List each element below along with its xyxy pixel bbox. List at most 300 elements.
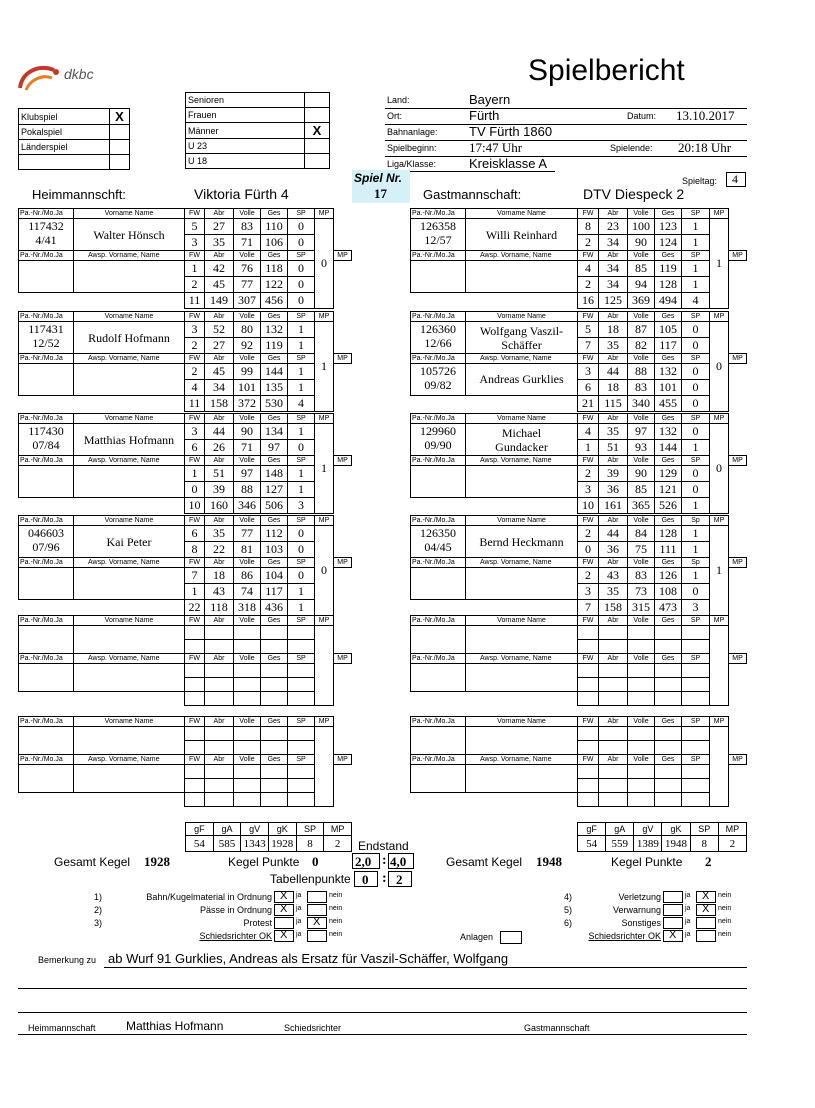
col-pa: Pa.-Nr./Mo.Ja <box>411 516 466 526</box>
col-abr: Abr <box>599 717 628 727</box>
score-ges: 127 <box>261 482 288 498</box>
score-volle: 100 <box>628 219 655 235</box>
total-fw: 22 <box>185 600 205 616</box>
score-volle: 92 <box>234 338 261 354</box>
col-mp: MP <box>334 558 352 568</box>
home-total-value: 54 <box>186 836 214 852</box>
col-fw: FW <box>185 755 205 765</box>
home-player-block <box>18 716 352 807</box>
total-ges: 494 <box>655 293 682 309</box>
score-sp: 1 <box>288 424 315 440</box>
col-name: Awsp. Vorname, Name <box>74 755 185 765</box>
col-pa: Pa.-Nr./Mo.Ja <box>411 251 466 261</box>
col-volle: Volle <box>234 312 261 322</box>
total-label: gF <box>186 823 214 836</box>
total-abr: 125 <box>599 293 628 309</box>
ja-label: ja <box>685 892 691 899</box>
col-ges: Ges <box>261 755 288 765</box>
score-abr: 26 <box>205 440 234 456</box>
col-name: Vorname Name <box>466 209 578 219</box>
score-volle: 93 <box>628 440 655 456</box>
col-ges: Ges <box>655 209 682 219</box>
player-pa: 117431 <box>28 322 64 336</box>
check-nein-mark: X <box>313 916 321 928</box>
score-volle: 97 <box>628 424 655 440</box>
col-sp: SP <box>682 616 710 626</box>
total-label: gK <box>268 823 296 836</box>
check-nein-box[interactable] <box>307 930 327 942</box>
score-ges: 123 <box>655 219 682 235</box>
score-abr: 43 <box>205 584 234 600</box>
col-abr: Abr <box>599 654 628 664</box>
player-mo: 12/66 <box>424 336 452 350</box>
player-name: Wolfgang Vaszil- <box>479 323 564 338</box>
check-nein-box[interactable] <box>696 917 716 929</box>
col-volle: Volle <box>234 516 261 526</box>
tab-colon: : <box>382 871 387 886</box>
anlagen-box[interactable] <box>500 931 522 944</box>
col-ges: Ges <box>655 251 682 261</box>
col-name: Awsp. Vorname, Name <box>74 654 185 664</box>
score-sp: 1 <box>288 482 315 498</box>
score-fw: 6 <box>185 440 205 456</box>
score-sp: 0 <box>288 542 315 558</box>
score-fw: 8 <box>578 219 599 235</box>
player-name: Kai Peter <box>106 534 152 549</box>
check-nein-box[interactable] <box>307 904 327 916</box>
ja-label: ja <box>296 931 302 938</box>
col-pa: Pa.-Nr./Mo.Ja <box>411 558 466 568</box>
total-volle: 307 <box>234 293 261 309</box>
player-pa: 046603 <box>28 526 64 540</box>
laenderspiel-label: Länderspiel <box>19 140 110 155</box>
total-ges: 530 <box>261 396 288 412</box>
col-volle: Volle <box>628 717 655 727</box>
score-fw: 8 <box>185 542 205 558</box>
ja-label: ja <box>685 931 691 938</box>
col-name: Awsp. Vorname, Name <box>466 558 578 568</box>
col-volle: Volle <box>628 312 655 322</box>
score-sp: 0 <box>682 482 710 498</box>
col-pa: Pa.-Nr./Mo.Ja <box>19 516 74 526</box>
col-pa: Pa.-Nr./Mo.Ja <box>411 616 466 626</box>
col-fw: FW <box>578 354 599 364</box>
total-fw: 11 <box>185 293 205 309</box>
col-pa: Pa.-Nr./Mo.Ja <box>19 456 74 466</box>
col-abr: Abr <box>205 209 234 219</box>
col-pa: Pa.-Nr./Mo.Ja <box>19 209 74 219</box>
score-ges: 104 <box>261 568 288 584</box>
liga-label: Liga/Klasse: <box>387 159 437 169</box>
score-ges: 128 <box>655 277 682 293</box>
col-abr: Abr <box>599 755 628 765</box>
home-player-block <box>18 208 352 309</box>
total-fw: 10 <box>578 498 599 514</box>
player-mp: 1 <box>315 322 334 412</box>
col-name: Vorname Name <box>74 312 185 322</box>
check-ja-mark: X <box>280 903 288 915</box>
col-ges: Ges <box>655 516 682 526</box>
score-volle: 82 <box>628 338 655 354</box>
score-abr: 36 <box>599 542 628 558</box>
col-ges: Ges <box>261 558 288 568</box>
score-abr: 23 <box>599 219 628 235</box>
tab-home: 0 <box>362 872 369 887</box>
col-pa: Pa.-Nr./Mo.Ja <box>19 251 74 261</box>
score-abr: 18 <box>599 380 628 396</box>
score-abr: 45 <box>205 364 234 380</box>
guest-total-value: 8 <box>690 836 718 852</box>
col-sp: SP <box>288 312 315 322</box>
col-fw: FW <box>185 654 205 664</box>
col-pa: Pa.-Nr./Mo.Ja <box>19 755 74 765</box>
col-sp: SP <box>288 209 315 219</box>
check-label: Schiedsrichter OK <box>199 931 272 941</box>
col-sp: SP <box>682 414 710 424</box>
check-nein-box[interactable] <box>307 891 327 903</box>
spielbeginn-value: 17:47 Uhr <box>469 140 523 155</box>
col-mp: MP <box>315 717 334 727</box>
check-ja-box[interactable] <box>274 917 294 929</box>
col-mp: MP <box>710 209 729 219</box>
player-pa: 117430 <box>28 424 64 438</box>
col-fw: FW <box>578 558 599 568</box>
score-abr: 34 <box>599 235 628 251</box>
score-fw: 5 <box>578 322 599 338</box>
col-mp: MP <box>315 414 334 424</box>
home-gesamt-label: Gesamt Kegel <box>54 855 131 869</box>
check-ja-box[interactable] <box>663 891 683 903</box>
home-total-value: 1928 <box>268 836 296 852</box>
score-abr: 44 <box>205 424 234 440</box>
col-mp: MP <box>729 456 747 466</box>
col-ges: Ges <box>655 354 682 364</box>
guest-gesamt-value: 1948 <box>536 854 562 869</box>
check-num: 5) <box>564 905 573 915</box>
col-sp: SP <box>288 616 315 626</box>
score-fw: 2 <box>578 466 599 482</box>
col-pa: Pa.-Nr./Mo.Ja <box>411 312 466 322</box>
score-volle: 90 <box>628 235 655 251</box>
col-abr: Abr <box>599 251 628 261</box>
ja-label: ja <box>685 918 691 925</box>
score-sp: 0 <box>288 440 315 456</box>
guest-total-value: 1389 <box>634 836 662 852</box>
gast-label: Gastmannschaft: <box>423 187 522 202</box>
col-sp: SP <box>682 354 710 364</box>
score-fw: 3 <box>578 482 599 498</box>
col-abr: Abr <box>205 654 234 664</box>
check-ja-box[interactable] <box>663 904 683 916</box>
col-abr: Abr <box>599 414 628 424</box>
match-type-table <box>18 108 130 170</box>
nein-label: nein <box>718 918 732 925</box>
player-mo: 04/45 <box>424 540 452 554</box>
col-volle: Volle <box>628 456 655 466</box>
score-volle: 88 <box>628 364 655 380</box>
guest-kp-value: 2 <box>705 854 712 869</box>
check-nein-mark: X <box>702 890 710 902</box>
pokalspiel-label: Pokalspiel <box>19 125 110 140</box>
player-mo: 09/90 <box>424 438 452 452</box>
total-fw: 16 <box>578 293 599 309</box>
total-ges: 506 <box>261 498 288 514</box>
col-volle: Volle <box>628 755 655 765</box>
score-ges: 135 <box>261 380 288 396</box>
col-pa: Pa.-Nr./Mo.Ja <box>411 414 466 424</box>
datum-value: 13.10.2017 <box>676 108 735 123</box>
col-fw: FW <box>578 755 599 765</box>
score-volle: 77 <box>234 277 261 293</box>
col-name: Awsp. Vorname, Name <box>466 251 578 261</box>
col-ges: Ges <box>261 717 288 727</box>
nein-label: nein <box>329 918 343 925</box>
player-name-2: Gundacker <box>495 439 548 454</box>
score-abr: 44 <box>599 526 628 542</box>
score-fw: 2 <box>578 568 599 584</box>
bemerkung-text: ab Wurf 91 Gurklies, Andreas als Ersatz für Vaszil-Schäffer, Wolfgang <box>108 951 509 966</box>
col-volle: Volle <box>234 251 261 261</box>
col-name: Vorname Name <box>74 516 185 526</box>
score-abr: 35 <box>599 338 628 354</box>
tab-guest: 2 <box>396 872 403 887</box>
frauen-label: Frauen <box>186 108 305 123</box>
col-mp: MP <box>315 516 334 526</box>
home-gesamt-value: 1928 <box>144 854 170 869</box>
col-sp: SP <box>288 251 315 261</box>
nein-label: nein <box>718 931 732 938</box>
score-fw: 2 <box>185 364 205 380</box>
player-mp: 1 <box>710 526 729 616</box>
score-fw: 3 <box>185 322 205 338</box>
col-fw: FW <box>185 414 205 424</box>
player-name: Matthias Hofmann <box>83 432 175 447</box>
col-mp: MP <box>710 516 729 526</box>
col-pa: Pa.-Nr./Mo.Ja <box>19 312 74 322</box>
score-fw: 5 <box>185 219 205 235</box>
col-volle: Volle <box>628 654 655 664</box>
score-abr: 35 <box>205 526 234 542</box>
score-sp: 0 <box>288 219 315 235</box>
total-sp: 4 <box>288 396 315 412</box>
score-ges: 129 <box>655 466 682 482</box>
col-name: Vorname Name <box>74 414 185 424</box>
total-sp: 4 <box>682 293 710 309</box>
col-sp: SP <box>682 755 710 765</box>
sub-name: Andreas Gurklies <box>479 372 564 386</box>
guest-player-block <box>410 311 747 412</box>
col-abr: Abr <box>205 755 234 765</box>
score-sp: 0 <box>288 277 315 293</box>
score-fw: 6 <box>185 526 205 542</box>
score-fw: 1 <box>185 261 205 277</box>
col-ges: Ges <box>261 414 288 424</box>
col-mp: MP <box>710 414 729 424</box>
score-sp: 1 <box>288 322 315 338</box>
score-ges: 128 <box>655 526 682 542</box>
total-fw: 11 <box>185 396 205 412</box>
home-player-block <box>18 413 352 514</box>
end-home-score: 2,0 <box>355 854 372 869</box>
score-ges: 105 <box>655 322 682 338</box>
score-abr: 51 <box>205 466 234 482</box>
player-mp <box>315 626 334 706</box>
klubspiel-mark: X <box>110 109 130 125</box>
score-fw: 2 <box>185 277 205 293</box>
col-ges: Ges <box>655 654 682 664</box>
score-fw: 0 <box>185 482 205 498</box>
ja-label: ja <box>685 905 691 912</box>
ort-label: Ort: <box>387 111 402 121</box>
sub-mo: 09/82 <box>424 378 452 392</box>
col-name: Vorname Name <box>466 516 578 526</box>
col-name: Awsp. Vorname, Name <box>466 456 578 466</box>
total-fw: 10 <box>185 498 205 514</box>
col-ges: Ges <box>261 616 288 626</box>
check-label: Schiedsrichter OK <box>588 931 661 941</box>
col-abr: Abr <box>205 717 234 727</box>
guest-totals-table <box>577 822 747 852</box>
col-sp: SP <box>682 456 710 466</box>
col-fw: FW <box>578 456 599 466</box>
logo-text: dkbc <box>64 66 94 82</box>
check-num: 1) <box>94 892 103 902</box>
guest-player-block <box>410 208 747 309</box>
score-abr: 42 <box>205 261 234 277</box>
spielbeginn-label: Spielbeginn: <box>387 143 437 153</box>
col-mp: MP <box>729 654 747 664</box>
col-volle: Volle <box>234 654 261 664</box>
score-abr: 34 <box>599 277 628 293</box>
col-fw: FW <box>578 516 599 526</box>
score-ges: 134 <box>261 424 288 440</box>
score-volle: 73 <box>628 584 655 600</box>
col-volle: Volle <box>628 558 655 568</box>
score-ges: 121 <box>655 482 682 498</box>
total-ges: 436 <box>261 600 288 616</box>
check-ja-mark: X <box>280 890 288 902</box>
total-label: gK <box>662 823 690 836</box>
col-abr: Abr <box>599 354 628 364</box>
score-volle: 71 <box>234 235 261 251</box>
guest-total-value: 54 <box>578 836 606 852</box>
score-volle: 97 <box>234 466 261 482</box>
col-pa: Pa.-Nr./Mo.Ja <box>19 558 74 568</box>
total-sp: 3 <box>682 600 710 616</box>
col-volle: Volle <box>234 456 261 466</box>
score-sp: 0 <box>288 568 315 584</box>
score-volle: 81 <box>234 542 261 558</box>
col-abr: Abr <box>599 516 628 526</box>
check-nein-box[interactable] <box>696 930 716 942</box>
check-label: Protest <box>243 918 272 928</box>
total-label: gA <box>606 823 634 836</box>
score-volle: 99 <box>234 364 261 380</box>
col-pa: Pa.-Nr./Mo.Ja <box>19 616 74 626</box>
total-abr: 118 <box>205 600 234 616</box>
col-volle: Volle <box>234 354 261 364</box>
check-num: 6) <box>564 918 573 928</box>
player-mp: 0 <box>710 322 729 412</box>
total-abr: 158 <box>599 600 628 616</box>
score-sp: 1 <box>288 584 315 600</box>
player-mo: 4/41 <box>35 233 57 247</box>
col-sp: Sp <box>682 558 710 568</box>
col-fw: FW <box>185 558 205 568</box>
score-fw: 6 <box>578 380 599 396</box>
player-name: Rudolf Hofmann <box>88 330 170 345</box>
score-ges: 106 <box>261 235 288 251</box>
score-volle: 83 <box>628 568 655 584</box>
player-mp: 0 <box>710 424 729 514</box>
total-label: gA <box>213 823 241 836</box>
player-mo: 07/96 <box>32 540 60 554</box>
score-volle: 90 <box>234 424 261 440</box>
score-ges: 132 <box>655 364 682 380</box>
col-abr: Abr <box>205 516 234 526</box>
score-sp: 1 <box>682 277 710 293</box>
maenner-label: Männer <box>186 123 305 139</box>
score-abr: 34 <box>205 380 234 396</box>
nein-label: nein <box>329 892 343 899</box>
endstand-label: Endstand <box>358 839 409 853</box>
col-name: Awsp. Vorname, Name <box>466 354 578 364</box>
col-sp: SP <box>288 516 315 526</box>
score-sp: 0 <box>682 338 710 354</box>
home-player-block <box>18 615 352 706</box>
col-volle: Volle <box>628 354 655 364</box>
score-ges: 132 <box>655 424 682 440</box>
total-abr: 115 <box>599 396 628 412</box>
total-volle: 318 <box>234 600 261 616</box>
ja-label: ja <box>296 892 302 899</box>
score-fw: 3 <box>578 584 599 600</box>
col-volle: Volle <box>234 717 261 727</box>
col-sp: SP <box>288 558 315 568</box>
total-label: MP <box>324 823 352 836</box>
score-abr: 52 <box>205 322 234 338</box>
col-sp: SP <box>682 251 710 261</box>
score-sp: 0 <box>288 526 315 542</box>
spielende-value: 20:18 Uhr <box>678 140 732 155</box>
score-sp: 1 <box>682 440 710 456</box>
check-ja-mark: X <box>669 929 677 941</box>
score-sp: 0 <box>682 424 710 440</box>
score-abr: 35 <box>599 424 628 440</box>
player-name: Willi Reinhard <box>485 227 558 242</box>
player-pa: 126358 <box>420 219 456 233</box>
col-fw: FW <box>185 354 205 364</box>
col-volle: Volle <box>628 414 655 424</box>
guest-player-block <box>410 413 747 514</box>
col-abr: Abr <box>205 251 234 261</box>
score-volle: 83 <box>234 219 261 235</box>
col-ges: Ges <box>261 251 288 261</box>
player-pa: 126350 <box>420 526 456 540</box>
score-sp: 0 <box>682 584 710 600</box>
score-volle: 87 <box>628 322 655 338</box>
end-colon: : <box>382 853 387 868</box>
guest-kp-label: Kegel Punkte <box>611 855 683 869</box>
score-sp: 0 <box>288 261 315 277</box>
col-fw: FW <box>578 312 599 322</box>
heim-label: Heimmannschft: <box>32 187 126 202</box>
score-fw: 2 <box>578 526 599 542</box>
check-label: Bahn/Kugelmaterial in Ordnung <box>146 892 272 902</box>
col-abr: Abr <box>599 456 628 466</box>
score-abr: 35 <box>205 235 234 251</box>
check-ja-box[interactable] <box>663 917 683 929</box>
